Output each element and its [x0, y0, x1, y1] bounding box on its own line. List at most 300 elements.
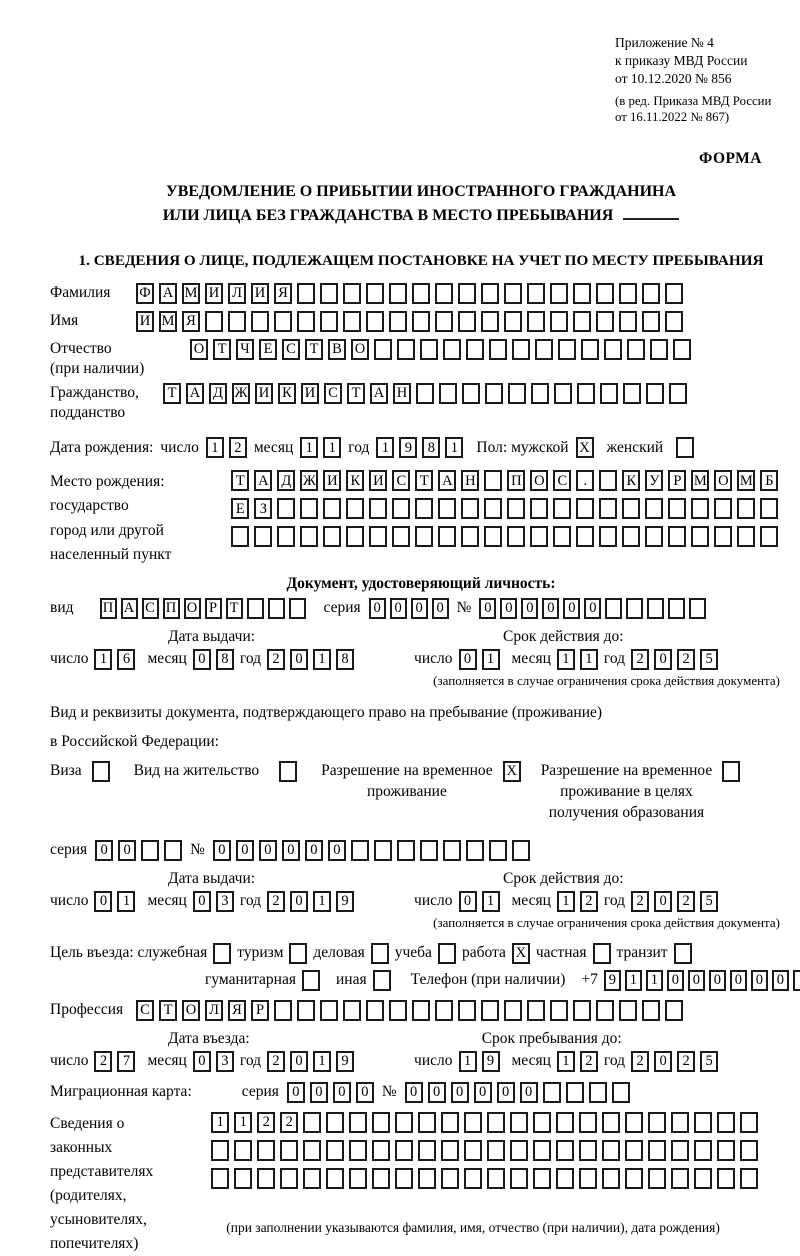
- char-box[interactable]: [268, 598, 285, 619]
- char-box[interactable]: В: [328, 339, 346, 360]
- char-box[interactable]: [458, 311, 476, 332]
- char-box[interactable]: [464, 1140, 482, 1161]
- char-box[interactable]: [717, 1168, 735, 1189]
- char-box[interactable]: [648, 1140, 666, 1161]
- char-box[interactable]: Я: [228, 1000, 246, 1021]
- purpose-transit-checkbox[interactable]: [674, 943, 692, 964]
- char-box[interactable]: С: [142, 598, 159, 619]
- char-box[interactable]: И: [301, 383, 319, 404]
- purpose-work-checkbox[interactable]: X: [512, 943, 530, 964]
- char-box[interactable]: 0: [584, 598, 601, 619]
- char-box[interactable]: 8: [336, 649, 354, 670]
- char-box[interactable]: [642, 311, 660, 332]
- char-box[interactable]: [389, 311, 407, 332]
- char-box[interactable]: 3: [216, 891, 234, 912]
- char-box[interactable]: Л: [228, 283, 246, 304]
- char-box[interactable]: [412, 1000, 430, 1021]
- char-box[interactable]: [420, 840, 438, 861]
- char-box[interactable]: 0: [390, 598, 407, 619]
- char-box[interactable]: И: [251, 283, 269, 304]
- purpose-private-checkbox[interactable]: [593, 943, 611, 964]
- char-box[interactable]: 8: [422, 437, 440, 458]
- char-box[interactable]: С: [282, 339, 300, 360]
- char-box[interactable]: [441, 1168, 459, 1189]
- char-box[interactable]: Я: [274, 283, 292, 304]
- char-box[interactable]: 0: [95, 840, 113, 861]
- char-box[interactable]: [277, 498, 295, 519]
- char-box[interactable]: [458, 283, 476, 304]
- char-box[interactable]: 0: [542, 598, 559, 619]
- char-box[interactable]: С: [553, 470, 571, 491]
- char-box[interactable]: [389, 1000, 407, 1021]
- char-box[interactable]: [228, 311, 246, 332]
- char-box[interactable]: 0: [333, 1082, 351, 1103]
- char-box[interactable]: [205, 311, 223, 332]
- char-box[interactable]: [602, 1140, 620, 1161]
- char-box[interactable]: [622, 498, 640, 519]
- char-box[interactable]: 0: [709, 970, 726, 991]
- edu-permit-checkbox[interactable]: [722, 761, 740, 782]
- char-box[interactable]: 0: [751, 970, 768, 991]
- char-box[interactable]: [369, 526, 387, 547]
- char-box[interactable]: 2: [267, 1051, 285, 1072]
- char-box[interactable]: 5: [700, 649, 718, 670]
- char-box[interactable]: 0: [521, 598, 538, 619]
- char-box[interactable]: [599, 526, 617, 547]
- char-box[interactable]: [605, 598, 622, 619]
- char-box[interactable]: [589, 1082, 607, 1103]
- char-box[interactable]: 1: [117, 891, 135, 912]
- char-box[interactable]: [760, 526, 778, 547]
- char-box[interactable]: [257, 1140, 275, 1161]
- char-box[interactable]: 0: [654, 1051, 672, 1072]
- char-box[interactable]: [289, 598, 306, 619]
- char-box[interactable]: [303, 1140, 321, 1161]
- char-box[interactable]: [714, 498, 732, 519]
- char-box[interactable]: [441, 1140, 459, 1161]
- char-box[interactable]: 0: [193, 1051, 211, 1072]
- char-box[interactable]: [535, 339, 553, 360]
- char-box[interactable]: [395, 1168, 413, 1189]
- char-box[interactable]: [504, 1000, 522, 1021]
- char-box[interactable]: 0: [310, 1082, 328, 1103]
- char-box[interactable]: [596, 311, 614, 332]
- char-box[interactable]: [323, 498, 341, 519]
- char-box[interactable]: 1: [557, 891, 575, 912]
- char-box[interactable]: [665, 283, 683, 304]
- char-box[interactable]: М: [182, 283, 200, 304]
- purpose-tourism-checkbox[interactable]: [289, 943, 307, 964]
- char-box[interactable]: [527, 311, 545, 332]
- char-box[interactable]: [691, 498, 709, 519]
- char-box[interactable]: 2: [631, 649, 649, 670]
- char-box[interactable]: [392, 526, 410, 547]
- char-box[interactable]: [717, 1140, 735, 1161]
- char-box[interactable]: [510, 1168, 528, 1189]
- char-box[interactable]: А: [186, 383, 204, 404]
- char-box[interactable]: [418, 1168, 436, 1189]
- char-box[interactable]: [689, 598, 706, 619]
- char-box[interactable]: [485, 383, 503, 404]
- char-box[interactable]: Т: [159, 1000, 177, 1021]
- char-box[interactable]: [671, 1168, 689, 1189]
- char-box[interactable]: [435, 311, 453, 332]
- char-box[interactable]: 1: [300, 437, 318, 458]
- char-box[interactable]: [280, 1168, 298, 1189]
- char-box[interactable]: Ж: [300, 470, 318, 491]
- char-box[interactable]: [303, 1112, 321, 1133]
- char-box[interactable]: 1: [459, 1051, 477, 1072]
- char-box[interactable]: [671, 1112, 689, 1133]
- char-box[interactable]: С: [136, 1000, 154, 1021]
- char-box[interactable]: [527, 283, 545, 304]
- char-box[interactable]: [412, 283, 430, 304]
- char-box[interactable]: [566, 1082, 584, 1103]
- char-box[interactable]: [257, 1168, 275, 1189]
- char-box[interactable]: 0: [290, 649, 308, 670]
- char-box[interactable]: [441, 1112, 459, 1133]
- char-box[interactable]: 2: [677, 891, 695, 912]
- char-box[interactable]: 0: [654, 649, 672, 670]
- char-box[interactable]: [550, 283, 568, 304]
- char-box[interactable]: [211, 1140, 229, 1161]
- char-box[interactable]: [530, 498, 548, 519]
- char-box[interactable]: [366, 311, 384, 332]
- char-box[interactable]: М: [691, 470, 709, 491]
- char-box[interactable]: Я: [182, 311, 200, 332]
- char-box[interactable]: [297, 283, 315, 304]
- char-box[interactable]: [671, 1140, 689, 1161]
- char-box[interactable]: [395, 1112, 413, 1133]
- char-box[interactable]: Т: [347, 383, 365, 404]
- char-box[interactable]: [512, 339, 530, 360]
- char-box[interactable]: 0: [428, 1082, 446, 1103]
- char-box[interactable]: [300, 526, 318, 547]
- char-box[interactable]: [141, 840, 159, 861]
- char-box[interactable]: [576, 526, 594, 547]
- purpose-other-checkbox[interactable]: [373, 970, 391, 991]
- char-box[interactable]: 0: [497, 1082, 515, 1103]
- char-box[interactable]: К: [278, 383, 296, 404]
- char-box[interactable]: [343, 1000, 361, 1021]
- char-box[interactable]: Т: [305, 339, 323, 360]
- char-box[interactable]: [461, 498, 479, 519]
- char-box[interactable]: [349, 1112, 367, 1133]
- char-box[interactable]: [349, 1168, 367, 1189]
- char-box[interactable]: [599, 498, 617, 519]
- char-box[interactable]: [527, 1000, 545, 1021]
- char-box[interactable]: Т: [231, 470, 249, 491]
- purpose-official-checkbox[interactable]: [213, 943, 231, 964]
- char-box[interactable]: [533, 1168, 551, 1189]
- char-box[interactable]: 2: [677, 1051, 695, 1072]
- char-box[interactable]: [737, 526, 755, 547]
- char-box[interactable]: К: [622, 470, 640, 491]
- char-box[interactable]: 0: [356, 1082, 374, 1103]
- char-box[interactable]: [372, 1140, 390, 1161]
- char-box[interactable]: [320, 1000, 338, 1021]
- char-box[interactable]: П: [163, 598, 180, 619]
- char-box[interactable]: 1: [313, 649, 331, 670]
- char-box[interactable]: 0: [328, 840, 346, 861]
- char-box[interactable]: 0: [451, 1082, 469, 1103]
- char-box[interactable]: [531, 383, 549, 404]
- char-box[interactable]: [599, 470, 617, 491]
- char-box[interactable]: [484, 498, 502, 519]
- char-box[interactable]: [714, 526, 732, 547]
- char-box[interactable]: 0: [213, 840, 231, 861]
- char-box[interactable]: 0: [730, 970, 747, 991]
- char-box[interactable]: П: [100, 598, 117, 619]
- char-box[interactable]: [415, 526, 433, 547]
- char-box[interactable]: [625, 1140, 643, 1161]
- char-box[interactable]: [508, 383, 526, 404]
- char-box[interactable]: О: [351, 339, 369, 360]
- char-box[interactable]: [234, 1140, 252, 1161]
- char-box[interactable]: [579, 1112, 597, 1133]
- char-box[interactable]: 9: [336, 1051, 354, 1072]
- char-box[interactable]: А: [159, 283, 177, 304]
- char-box[interactable]: [673, 339, 691, 360]
- char-box[interactable]: И: [255, 383, 273, 404]
- char-box[interactable]: [668, 526, 686, 547]
- char-box[interactable]: [372, 1168, 390, 1189]
- char-box[interactable]: И: [136, 311, 154, 332]
- char-box[interactable]: [691, 526, 709, 547]
- char-box[interactable]: [251, 311, 269, 332]
- char-box[interactable]: [694, 1140, 712, 1161]
- char-box[interactable]: [164, 840, 182, 861]
- char-box[interactable]: [392, 498, 410, 519]
- char-box[interactable]: [351, 840, 369, 861]
- char-box[interactable]: [326, 1168, 344, 1189]
- char-box[interactable]: [740, 1168, 758, 1189]
- char-box[interactable]: [579, 1140, 597, 1161]
- char-box[interactable]: [466, 339, 484, 360]
- char-box[interactable]: [389, 283, 407, 304]
- char-box[interactable]: [627, 339, 645, 360]
- char-box[interactable]: [277, 526, 295, 547]
- char-box[interactable]: [602, 1112, 620, 1133]
- char-box[interactable]: [530, 526, 548, 547]
- char-box[interactable]: А: [121, 598, 138, 619]
- char-box[interactable]: [556, 1112, 574, 1133]
- char-box[interactable]: Е: [231, 498, 249, 519]
- char-box[interactable]: О: [190, 339, 208, 360]
- char-box[interactable]: 9: [399, 437, 417, 458]
- char-box[interactable]: [573, 311, 591, 332]
- char-box[interactable]: 6: [117, 649, 135, 670]
- char-box[interactable]: [665, 1000, 683, 1021]
- char-box[interactable]: [646, 383, 664, 404]
- char-box[interactable]: [439, 383, 457, 404]
- char-box[interactable]: Ч: [236, 339, 254, 360]
- char-box[interactable]: [504, 311, 522, 332]
- char-box[interactable]: [577, 383, 595, 404]
- char-box[interactable]: 1: [482, 891, 500, 912]
- char-box[interactable]: 0: [688, 970, 705, 991]
- char-box[interactable]: 0: [193, 891, 211, 912]
- char-box[interactable]: [619, 311, 637, 332]
- char-box[interactable]: Т: [163, 383, 181, 404]
- char-box[interactable]: [650, 339, 668, 360]
- char-box[interactable]: 0: [563, 598, 580, 619]
- char-box[interactable]: З: [254, 498, 272, 519]
- char-box[interactable]: 1: [211, 1112, 229, 1133]
- char-box[interactable]: [504, 283, 522, 304]
- char-box[interactable]: 2: [267, 891, 285, 912]
- char-box[interactable]: [604, 339, 622, 360]
- char-box[interactable]: [247, 598, 264, 619]
- char-box[interactable]: Ф: [136, 283, 154, 304]
- char-box[interactable]: [626, 598, 643, 619]
- char-box[interactable]: Т: [226, 598, 243, 619]
- char-box[interactable]: [553, 526, 571, 547]
- char-box[interactable]: 0: [432, 598, 449, 619]
- char-box[interactable]: П: [507, 470, 525, 491]
- char-box[interactable]: [489, 339, 507, 360]
- char-box[interactable]: И: [323, 470, 341, 491]
- char-box[interactable]: [211, 1168, 229, 1189]
- char-box[interactable]: 1: [323, 437, 341, 458]
- char-box[interactable]: [558, 339, 576, 360]
- char-box[interactable]: 1: [313, 891, 331, 912]
- char-box[interactable]: [543, 1082, 561, 1103]
- char-box[interactable]: [556, 1140, 574, 1161]
- char-box[interactable]: [645, 526, 663, 547]
- char-box[interactable]: [612, 1082, 630, 1103]
- char-box[interactable]: 0: [305, 840, 323, 861]
- char-box[interactable]: У: [645, 470, 663, 491]
- char-box[interactable]: 0: [236, 840, 254, 861]
- char-box[interactable]: Н: [393, 383, 411, 404]
- char-box[interactable]: [489, 840, 507, 861]
- char-box[interactable]: А: [254, 470, 272, 491]
- char-box[interactable]: 0: [459, 891, 477, 912]
- char-box[interactable]: [418, 1112, 436, 1133]
- char-box[interactable]: [481, 1000, 499, 1021]
- char-box[interactable]: 1: [646, 970, 663, 991]
- char-box[interactable]: [320, 283, 338, 304]
- char-box[interactable]: О: [184, 598, 201, 619]
- char-box[interactable]: [346, 498, 364, 519]
- char-box[interactable]: [346, 526, 364, 547]
- char-box[interactable]: [416, 383, 434, 404]
- char-box[interactable]: [234, 1168, 252, 1189]
- char-box[interactable]: Д: [209, 383, 227, 404]
- char-box[interactable]: М: [737, 470, 755, 491]
- residence-permit-checkbox[interactable]: [279, 761, 297, 782]
- char-box[interactable]: [619, 283, 637, 304]
- char-box[interactable]: [297, 1000, 315, 1021]
- char-box[interactable]: 9: [604, 970, 621, 991]
- char-box[interactable]: 0: [479, 598, 496, 619]
- char-box[interactable]: 3: [216, 1051, 234, 1072]
- char-box[interactable]: [303, 1168, 321, 1189]
- char-box[interactable]: [326, 1112, 344, 1133]
- char-box[interactable]: [462, 383, 480, 404]
- char-box[interactable]: [648, 1168, 666, 1189]
- visa-checkbox[interactable]: [92, 761, 110, 782]
- char-box[interactable]: [665, 311, 683, 332]
- purpose-business-checkbox[interactable]: [371, 943, 389, 964]
- char-box[interactable]: [274, 1000, 292, 1021]
- char-box[interactable]: 0: [772, 970, 789, 991]
- char-box[interactable]: 2: [580, 1051, 598, 1072]
- char-box[interactable]: [395, 1140, 413, 1161]
- char-box[interactable]: [550, 311, 568, 332]
- char-box[interactable]: О: [530, 470, 548, 491]
- char-box[interactable]: [487, 1112, 505, 1133]
- char-box[interactable]: [372, 1112, 390, 1133]
- char-box[interactable]: [581, 339, 599, 360]
- char-box[interactable]: 2: [631, 891, 649, 912]
- char-box[interactable]: [484, 526, 502, 547]
- char-box[interactable]: [466, 840, 484, 861]
- char-box[interactable]: 2: [94, 1051, 112, 1072]
- temp-permit-checkbox[interactable]: X: [503, 761, 521, 782]
- char-box[interactable]: 0: [474, 1082, 492, 1103]
- char-box[interactable]: [464, 1112, 482, 1133]
- char-box[interactable]: 0: [369, 598, 386, 619]
- char-box[interactable]: .: [576, 470, 594, 491]
- char-box[interactable]: 9: [482, 1051, 500, 1072]
- char-box[interactable]: [579, 1168, 597, 1189]
- char-box[interactable]: [374, 840, 392, 861]
- char-box[interactable]: [622, 526, 640, 547]
- char-box[interactable]: [647, 598, 664, 619]
- char-box[interactable]: [343, 283, 361, 304]
- char-box[interactable]: [274, 311, 292, 332]
- char-box[interactable]: [487, 1140, 505, 1161]
- char-box[interactable]: [438, 498, 456, 519]
- char-box[interactable]: 0: [193, 649, 211, 670]
- char-box[interactable]: [418, 1140, 436, 1161]
- char-box[interactable]: [694, 1112, 712, 1133]
- char-box[interactable]: [760, 498, 778, 519]
- char-box[interactable]: [625, 1168, 643, 1189]
- char-box[interactable]: [556, 1168, 574, 1189]
- char-box[interactable]: [438, 526, 456, 547]
- char-box[interactable]: 1: [206, 437, 224, 458]
- char-box[interactable]: [740, 1112, 758, 1133]
- char-box[interactable]: Ж: [232, 383, 250, 404]
- char-box[interactable]: [512, 840, 530, 861]
- char-box[interactable]: [366, 283, 384, 304]
- char-box[interactable]: 5: [700, 1051, 718, 1072]
- char-box[interactable]: [573, 283, 591, 304]
- purpose-study-checkbox[interactable]: [438, 943, 456, 964]
- char-box[interactable]: [349, 1140, 367, 1161]
- char-box[interactable]: 8: [216, 649, 234, 670]
- char-box[interactable]: С: [324, 383, 342, 404]
- char-box[interactable]: 2: [280, 1112, 298, 1133]
- char-box[interactable]: 1: [482, 649, 500, 670]
- char-box[interactable]: [533, 1140, 551, 1161]
- char-box[interactable]: 0: [667, 970, 684, 991]
- char-box[interactable]: 0: [282, 840, 300, 861]
- char-box[interactable]: 7: [117, 1051, 135, 1072]
- char-box[interactable]: 2: [257, 1112, 275, 1133]
- char-box[interactable]: [254, 526, 272, 547]
- char-box[interactable]: Н: [461, 470, 479, 491]
- char-box[interactable]: [300, 498, 318, 519]
- char-box[interactable]: [280, 1140, 298, 1161]
- char-box[interactable]: [443, 840, 461, 861]
- char-box[interactable]: Т: [415, 470, 433, 491]
- char-box[interactable]: [623, 383, 641, 404]
- char-box[interactable]: Р: [251, 1000, 269, 1021]
